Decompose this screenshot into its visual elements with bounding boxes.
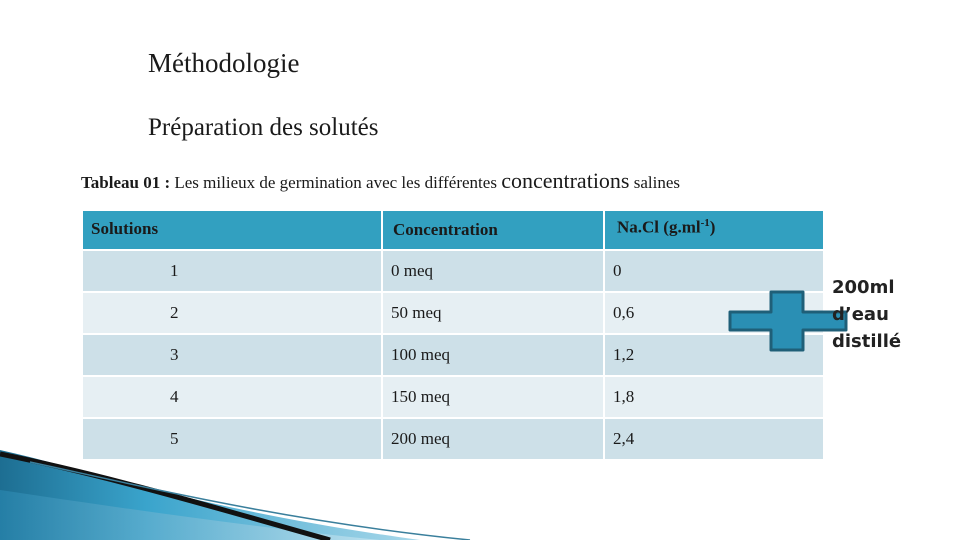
cell-nacl: 0,6 — [604, 292, 824, 334]
header-solutions: Solutions — [82, 210, 382, 250]
table-row — [82, 334, 824, 376]
decorative-wave — [0, 450, 480, 540]
slide-title: Méthodologie — [148, 48, 300, 78]
cell-concentration: 0 meq — [382, 250, 604, 292]
cell-nacl: 2,4 — [604, 418, 824, 460]
cell-nacl: 1,8 — [604, 376, 824, 418]
table-header-row — [82, 210, 824, 250]
caption-label: Tableau 01 : — [81, 173, 171, 192]
cell-nacl: 1,2 — [604, 334, 824, 376]
plus-shape — [730, 292, 846, 350]
cell-solution: 1 — [82, 250, 382, 292]
cell-concentration: 50 meq — [382, 292, 604, 334]
slide-subtitle: Préparation des solutés — [148, 114, 379, 141]
cell-solution: 5 — [82, 418, 382, 460]
table-row — [82, 250, 824, 292]
cell-solution: 2 — [82, 292, 382, 334]
header-nacl-exponent: -1 — [700, 217, 710, 229]
distilled-water-note: 200ml d’eau distillé — [832, 277, 902, 352]
cell-solution: 4 — [82, 376, 382, 418]
header-concentration: Concentration — [382, 210, 604, 250]
table-row — [82, 292, 824, 334]
cell-solution: 3 — [82, 334, 382, 376]
caption-text-large: concentrations — [501, 168, 630, 193]
caption-text: Les milieux de germination avec les différentes — [170, 173, 502, 192]
cell-concentration: 200 meq — [382, 418, 604, 460]
cell-concentration: 100 meq — [382, 334, 604, 376]
cell-concentration: 150 meq — [382, 376, 604, 418]
cell-nacl: 0 — [604, 250, 824, 292]
table-row — [82, 376, 824, 418]
header-nacl — [604, 210, 824, 250]
caption-text-end: salines — [629, 173, 681, 192]
solutions-table — [81, 209, 825, 461]
header-nacl-text: Na.Cl (g.ml — [617, 217, 701, 237]
header-nacl-close: ) — [709, 217, 716, 237]
table-caption — [81, 168, 680, 194]
plus-icon — [728, 290, 848, 352]
